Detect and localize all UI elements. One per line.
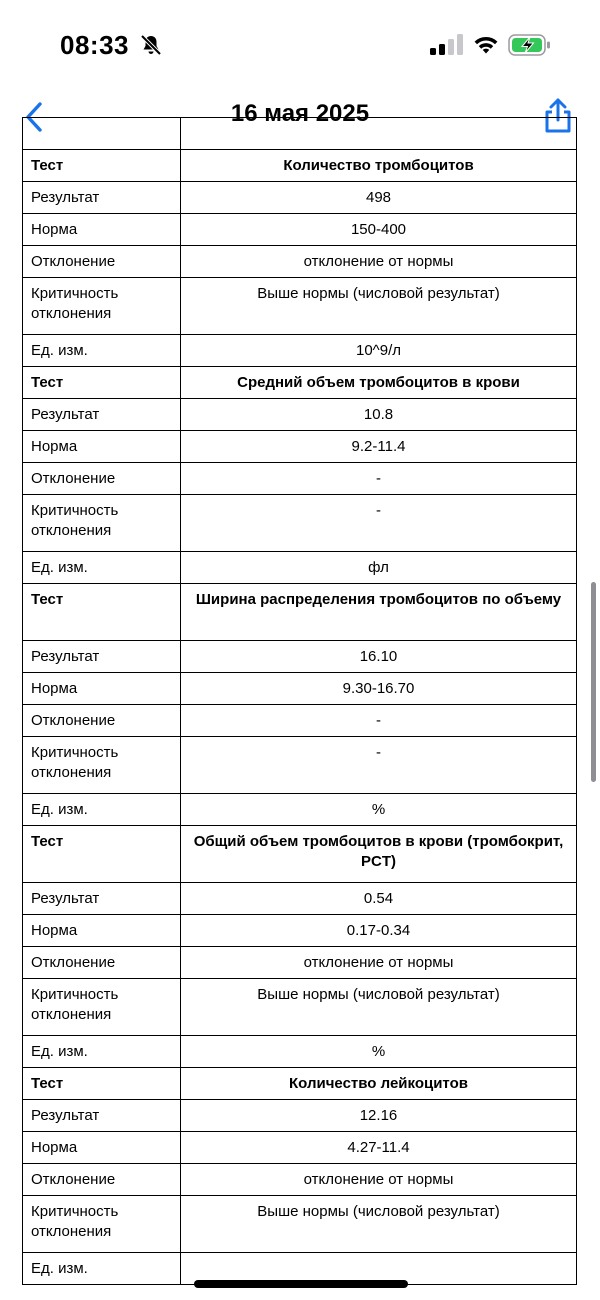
test-header-row — [23, 1068, 577, 1100]
unit-value: фл — [181, 552, 577, 584]
criticality-row — [23, 737, 577, 794]
norm-label: Норма — [23, 915, 181, 947]
norm-label: Норма — [23, 673, 181, 705]
deviation-row — [23, 947, 577, 979]
norm-value: 0.17-0.34 — [181, 915, 577, 947]
result-value: 498 — [181, 182, 577, 214]
table-cell — [23, 118, 181, 150]
result-value: 10.8 — [181, 399, 577, 431]
criticality-label: Критичность отклонения — [23, 737, 181, 794]
result-row — [23, 883, 577, 915]
home-indicator[interactable] — [194, 1280, 408, 1288]
norm-label: Норма — [23, 1132, 181, 1164]
deviation-value: отклонение от нормы — [181, 1164, 577, 1196]
criticality-value: Выше нормы (числовой результат) — [181, 979, 577, 1036]
test-label: Тест — [23, 367, 181, 399]
test-label: Тест — [23, 1068, 181, 1100]
result-value: 0.54 — [181, 883, 577, 915]
norm-row — [23, 431, 577, 463]
result-row — [23, 641, 577, 673]
criticality-value: - — [181, 737, 577, 794]
test-header-row — [23, 826, 577, 883]
norm-value: 4.27-11.4 — [181, 1132, 577, 1164]
result-label: Результат — [23, 641, 181, 673]
criticality-value: - — [181, 495, 577, 552]
deviation-value: отклонение от нормы — [181, 246, 577, 278]
criticality-row — [23, 278, 577, 335]
status-bar — [0, 0, 600, 90]
table-cell — [181, 118, 577, 150]
deviation-value: - — [181, 463, 577, 495]
test-header-row — [23, 150, 577, 182]
test-label: Тест — [23, 826, 181, 883]
result-row — [23, 399, 577, 431]
unit-row — [23, 794, 577, 826]
deviation-row — [23, 246, 577, 278]
deviation-value: - — [181, 705, 577, 737]
scroll-indicator[interactable] — [591, 582, 596, 782]
deviation-label: Отклонение — [23, 947, 181, 979]
result-label: Результат — [23, 1100, 181, 1132]
test-name: Количество тромбоцитов — [181, 150, 577, 182]
test-name: Ширина распределения тромбоцитов по объему — [181, 584, 577, 641]
criticality-row — [23, 495, 577, 552]
norm-row — [23, 214, 577, 246]
test-header-row — [23, 584, 577, 641]
deviation-label: Отклонение — [23, 246, 181, 278]
deviation-row — [23, 1164, 577, 1196]
deviation-label: Отклонение — [23, 705, 181, 737]
page-title: 16 мая 2025 — [230, 100, 370, 127]
deviation-label: Отклонение — [23, 1164, 181, 1196]
criticality-value: Выше нормы (числовой результат) — [181, 278, 577, 335]
unit-row — [23, 552, 577, 584]
unit-label: Ед. изм. — [23, 794, 181, 826]
norm-label: Норма — [23, 431, 181, 463]
result-label: Результат — [23, 399, 181, 431]
criticality-row — [23, 1196, 577, 1253]
cellular-signal-icon — [428, 34, 464, 56]
deviation-value: отклонение от нормы — [181, 947, 577, 979]
deviation-row — [23, 463, 577, 495]
criticality-label: Критичность отклонения — [23, 979, 181, 1036]
unit-label: Ед. изм. — [23, 1253, 181, 1285]
muted-bell-icon — [139, 33, 163, 57]
norm-row — [23, 673, 577, 705]
unit-label: Ед. изм. — [23, 1036, 181, 1068]
deviation-label: Отклонение — [23, 463, 181, 495]
result-label: Результат — [23, 182, 181, 214]
test-header-row — [23, 367, 577, 399]
criticality-row — [23, 979, 577, 1036]
unit-value: % — [181, 1036, 577, 1068]
criticality-label: Критичность отклонения — [23, 1196, 181, 1253]
test-name: Общий объем тромбоцитов в крови (тромбокрит, PCT) — [181, 826, 577, 883]
test-name: Средний объем тромбоцитов в крови — [181, 367, 577, 399]
criticality-label: Критичность отклонения — [23, 278, 181, 335]
norm-value: 9.2-11.4 — [181, 431, 577, 463]
unit-value: 10^9/л — [181, 335, 577, 367]
results-document[interactable] — [22, 140, 578, 1277]
deviation-row — [23, 705, 577, 737]
unit-row — [23, 1036, 577, 1068]
test-label: Тест — [23, 584, 181, 641]
norm-label: Норма — [23, 214, 181, 246]
test-label: Тест — [23, 150, 181, 182]
table-row — [23, 118, 577, 150]
result-row — [23, 182, 577, 214]
result-row — [23, 1100, 577, 1132]
norm-value: 9.30-16.70 — [181, 673, 577, 705]
test-name: Количество лейкоцитов — [181, 1068, 577, 1100]
unit-value: % — [181, 794, 577, 826]
norm-row — [23, 915, 577, 947]
wifi-icon — [472, 33, 500, 57]
unit-label: Ед. изм. — [23, 552, 181, 584]
unit-row — [23, 335, 577, 367]
norm-value: 150-400 — [181, 214, 577, 246]
criticality-value: Выше нормы (числовой результат) — [181, 1196, 577, 1253]
result-value: 16.10 — [181, 641, 577, 673]
battery-charging-icon — [508, 33, 552, 57]
norm-row — [23, 1132, 577, 1164]
result-label: Результат — [23, 883, 181, 915]
status-time: 08:33 — [60, 30, 129, 60]
results-table — [22, 117, 577, 1285]
criticality-label: Критичность отклонения — [23, 495, 181, 552]
unit-label: Ед. изм. — [23, 335, 181, 367]
result-value: 12.16 — [181, 1100, 577, 1132]
